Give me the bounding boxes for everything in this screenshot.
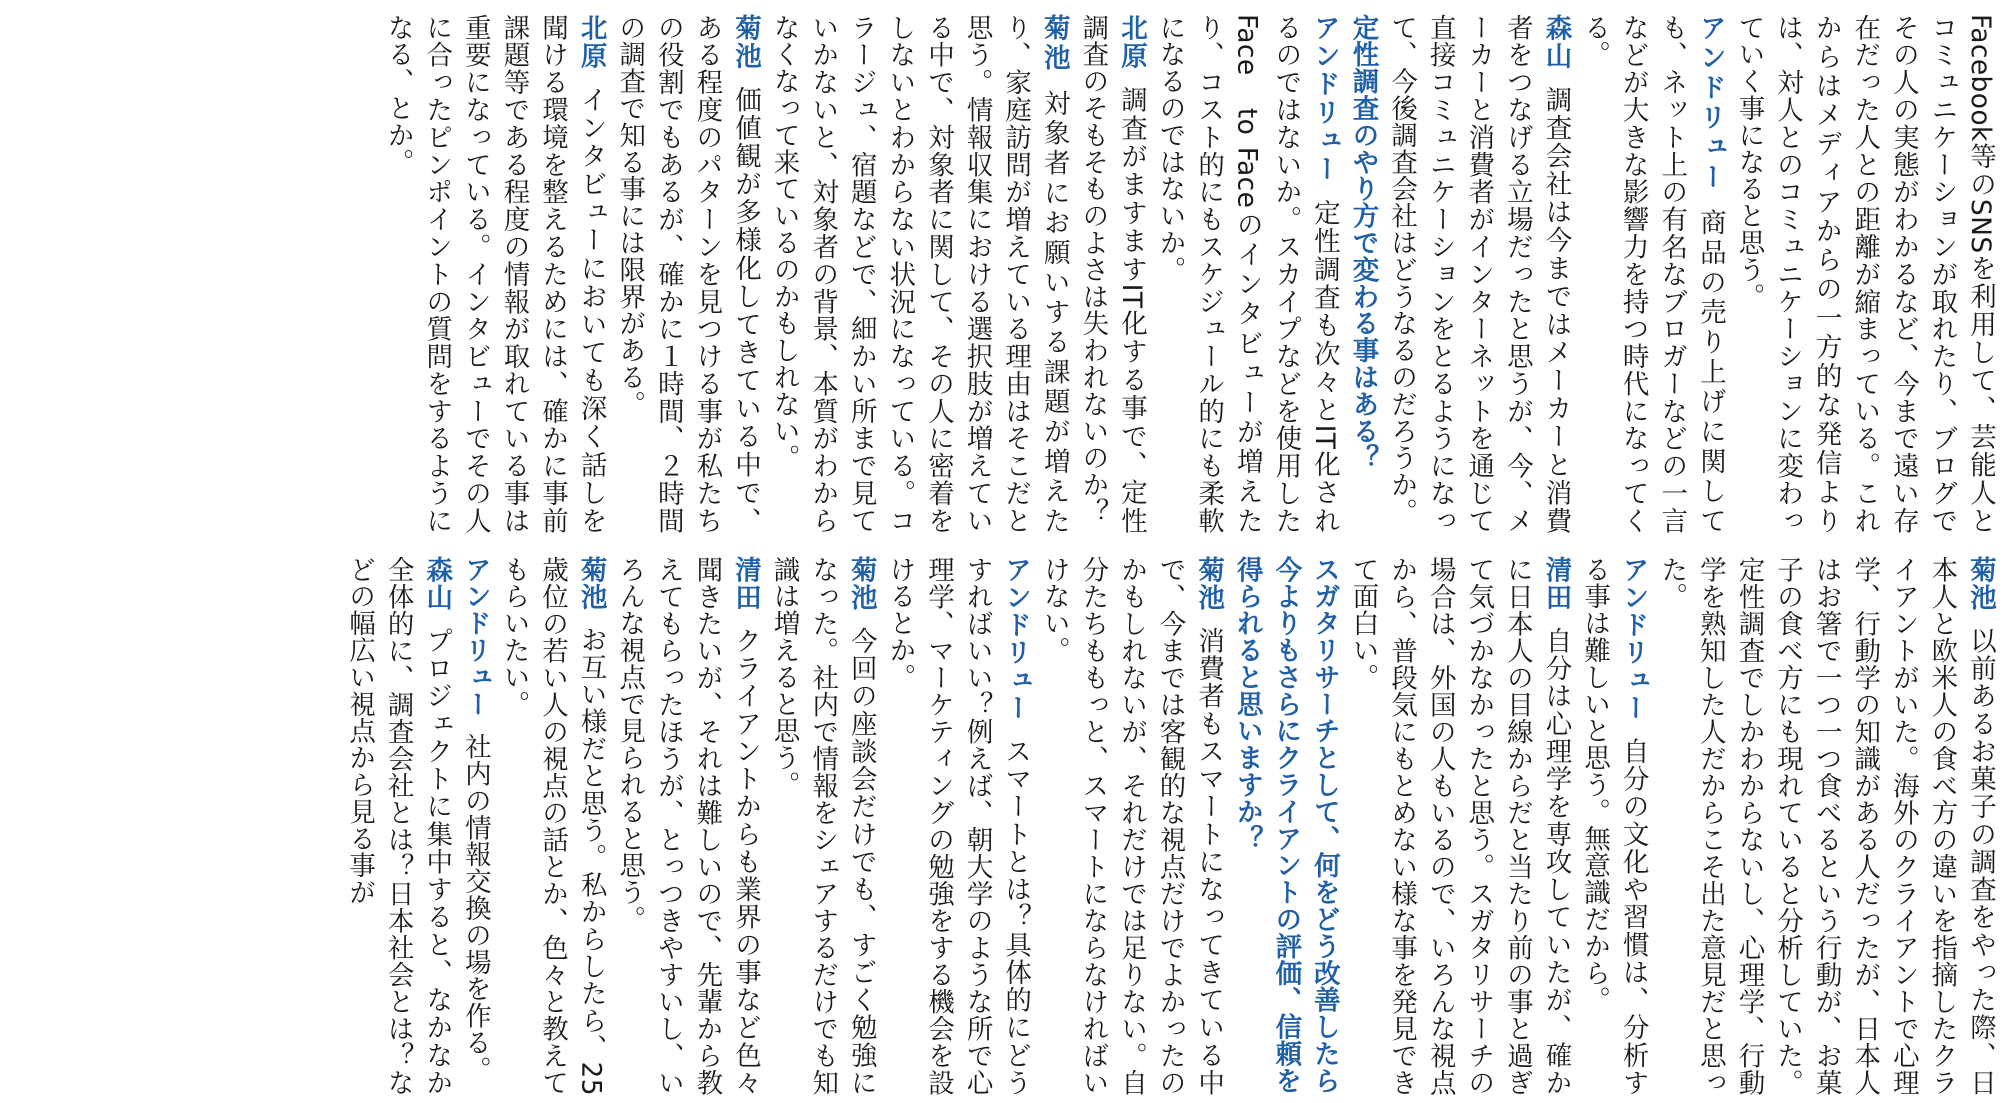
speaker-name: 菊池: [730, 14, 761, 71]
speaker-name: 菊池: [1965, 556, 1996, 612]
paragraph-text: 商品の売り上げに関しても、ネット上の有名なブロガーなどの一言などが大きな影響力を持つ時代になってくる。: [1579, 14, 1726, 534]
paragraph-text: 定性調査も次々とIT化されるのではないか。スカイプなどを使用したFace to Faceのインタビューが増えたり、コスト的にもスケジュール的にも柔軟になるのではないか。: [1154, 14, 1340, 534]
lower-text-tier: [0, 556, 2009, 1096]
speaker-paragraph: [764, 14, 1073, 534]
speaker-name: アンドリュー: [1617, 556, 1649, 722]
paragraph-text: お互い様だと思う。私からしたら、25歳位の若い人の視点の話とか、色々と教えてもらいたい。: [498, 556, 607, 1096]
speaker-paragraph: [1034, 556, 1227, 1096]
speaker-paragraph: [1729, 14, 1999, 534]
paragraph-text: 社内の情報交換の場を作る。: [459, 733, 491, 1083]
section-heading: 定性調査のやり方で変わる事はある？: [1347, 14, 1379, 472]
speaker-paragraph: [1150, 14, 1343, 534]
paragraph-text: クライアントからも業界の事など色々聞きたいが、それは難しいので、先輩から教えてもらったほうが、とっつきやすいし、いろんな視点で見られると思う。: [614, 556, 761, 1096]
paragraph-text: Facebook等のSNSを利用して、芸能人とコミュニケーションが取れたり、ブログでその人の実態がわかるなど、今まで遠い存在だった人との距離が縮まっている。これからはメディアからの一方的な発信よりは、対人とのコミュニケーションに変わっていく事になると思う。: [1733, 14, 1996, 534]
speaker-paragraph: [1574, 14, 1728, 534]
speaker-paragraph: [1382, 14, 1575, 534]
speaker-paragraph: [1574, 556, 1651, 1096]
speaker-paragraph: [764, 556, 880, 1096]
speaker-name: アンドリュー: [459, 556, 491, 718]
paragraph-text: スマートとは？具体的にどうすればいい？例えば、朝大学のような所で心理学、マーケティングの勉強をする機会を設けるとか。: [884, 556, 1032, 1096]
paragraph-text: 対象者にお願いする課題が増えたり、家庭訪問が増えている理由はそこだと思う。情報収集における選択肢が増えている中で、対象者に関して、その人に密着をしないとわからない状況になっている。コラージュ、宿題などで、細かい所まで見ていかないと、対象者の背景、本質がわからなくなって来ているのかもしれない。: [768, 14, 1070, 534]
paragraph-text: 調査会社は今まではメーカーと消費者をつなげる立場だったと思うが、今、メーカーと消費者がインターネットを通じて直接コミュニケーションをとるようになって、今後調査会社はどうなるのだろうか。: [1386, 14, 1572, 534]
speaker-name: 清田: [730, 556, 761, 612]
section-heading: スガタリサーチとして、何をどう改善したら今よりもさらにクライアントの評価、信頼を得られると思いますか？: [1231, 556, 1340, 1094]
speaker-paragraph: [1343, 556, 1575, 1096]
speaker-name: 菊池: [1193, 556, 1225, 612]
speaker-name: アンドリュー: [1694, 14, 1726, 193]
speaker-paragraph: [455, 556, 494, 1096]
paragraph-text: 価値観が多様化してきている中で、ある程度のパターンを見つける事が私たちの役割でもあるが、確かに１時間、２時間の調査で知る事には限界がある。: [614, 14, 761, 534]
speaker-paragraph: [1073, 14, 1150, 534]
paragraph-text: 調査がますますIT化する事で、定性調査のそもそものよさは失われないのか？: [1077, 14, 1147, 534]
speaker-paragraph: [1652, 556, 1999, 1096]
speaker-name: アンドリュー: [1308, 14, 1340, 184]
speaker-name: 菊池: [1038, 14, 1070, 74]
speaker-name: 森山: [1540, 14, 1572, 71]
speaker-name: 菊池: [845, 556, 877, 612]
speaker-name: 森山: [421, 556, 453, 612]
paragraph-text: 以前あるお菓子の調査をやった際、日本人と欧米人の食べ方の違いを指摘したクライアントがいた。海外のクライアントで心理学、行動学の知識がある人だったが、日本人はお箸で一つ一つ食べるという行動が、お菓子の食べ方にも現れていると分析していた。定性調査でしかわからないし、心理学、行動学を熟知した人だからこそ出た意見だと思った。: [1656, 556, 1996, 1096]
speaker-paragraph: [610, 556, 764, 1096]
speaker-paragraph: [339, 556, 455, 1096]
speaker-name: アンドリュー: [1000, 556, 1032, 722]
speaker-name: 菊池: [575, 556, 607, 611]
paragraph-text: プロジェクトに集中すると、なかなか全体的に、調査会社とは？日本社会とは？などの幅広い視点から見る事が: [344, 556, 453, 1096]
paragraph-text: 今回の座談会だけでも、すごく勉強になった。社内で情報をシェアするだけでも知識は増えると思う。: [768, 556, 877, 1096]
paragraph-text: 自分の文化や習慣は、分析する事は難しいと思う。無意識だから。: [1579, 556, 1649, 1096]
speaker-paragraph: [610, 14, 764, 534]
speaker-name: 北原: [575, 14, 607, 71]
upper-text-tier: [0, 14, 2009, 534]
speaker-paragraph: [880, 556, 1034, 1096]
paragraph-text: 消費者もスマートになってきている中で、今までは客観的な視点だけでよかったのかもしれないが、それだけでは足りない。自分たちももっと、スマートにならなければいけない。: [1038, 556, 1225, 1096]
speaker-name: 北原: [1115, 14, 1147, 71]
paragraph-text: インタビューにおいても深く話しを聞ける環境を整えるためには、確かに事前課題等である程度の情報が取れている事は重要になっている。インタビューでその人に合ったピンポイントの質問をするようになる、とか。: [382, 14, 607, 534]
speaker-paragraph: [378, 14, 610, 534]
speaker-paragraph: [494, 556, 610, 1096]
speaker-name: 清田: [1540, 556, 1572, 612]
paragraph-text: 自分は心理学を専攻していたが、確かに日本人の目線からだと当たり前の事と過ぎて気づかなかったと思う。スガタリサーチの場合は、外国の人もいるので、いろんな視点から、普段気にもとめない様な事を発見できて面白い。: [1347, 556, 1572, 1096]
